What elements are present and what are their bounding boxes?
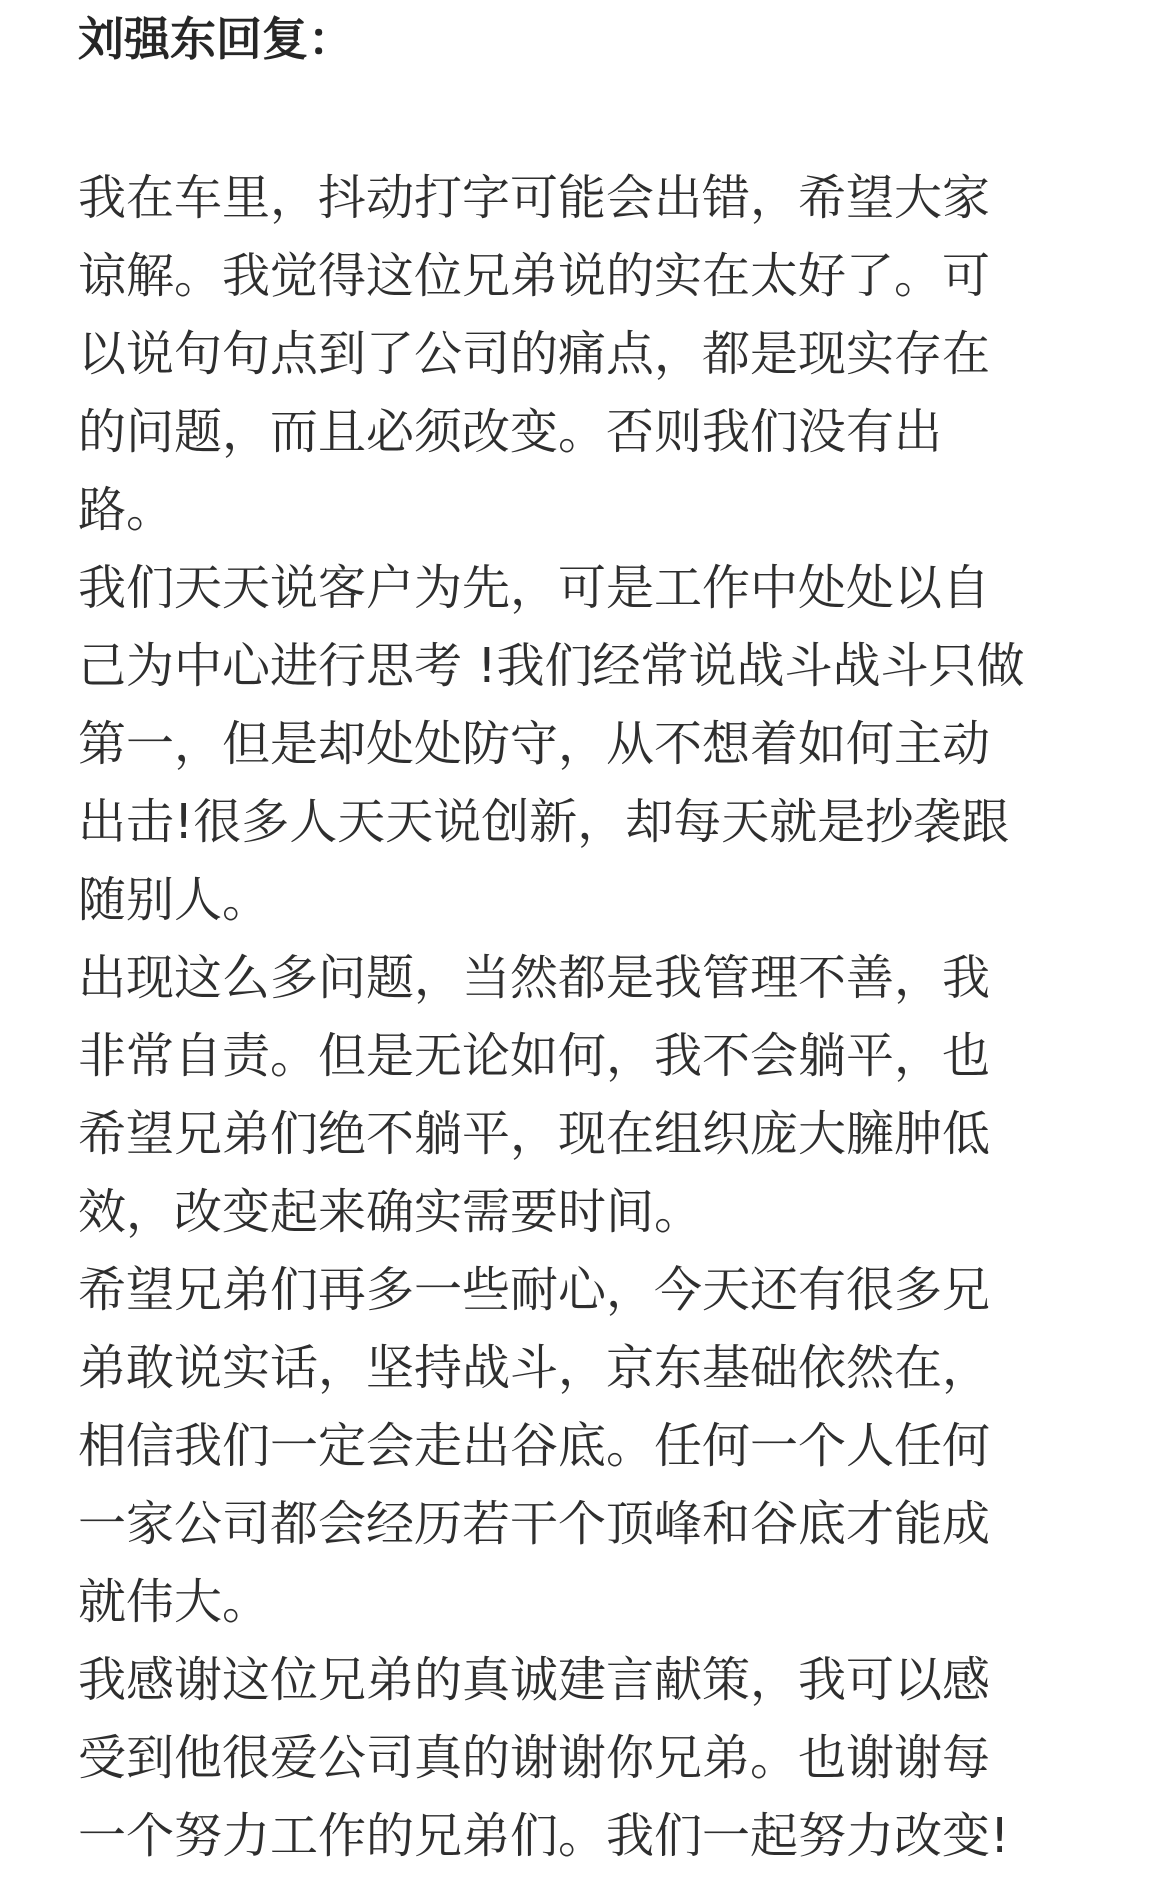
text-line-9: 出击!很多人天天说创新，却每天就是抄袭跟	[78, 794, 1010, 850]
text-line-8: 第一，但是却处处防守，从不想着如何主动	[78, 716, 991, 772]
text-line-16: 弟敢说实话，坚持战斗，京东基础依然在，	[78, 1340, 991, 1396]
text-line-20: 我感谢这位兄弟的真诚建言献策，我可以感	[78, 1652, 991, 1708]
text-line-2: 谅解。我觉得这位兄弟说的实在太好了。可	[78, 248, 991, 304]
text-line-12: 非常自责。但是无论如何，我不会躺平，也	[78, 1028, 991, 1084]
text-line-17: 相信我们一定会走出谷底。任何一个人任何	[78, 1418, 991, 1474]
text-line-4: 的问题，而且必须改变。否则我们没有出	[78, 404, 943, 460]
text-line-15: 希望兄弟们再多一些耐心，今天还有很多兄	[78, 1262, 991, 1318]
text-line-1: 我在车里，抖动打字可能会出错，希望大家	[78, 170, 991, 226]
text-line-13: 希望兄弟们绝不躺平，现在组织庞大臃肿低	[78, 1106, 991, 1162]
text-line-3: 以说句句点到了公司的痛点，都是现实存在	[78, 326, 991, 382]
text-line-19: 就伟大。	[78, 1574, 271, 1630]
text-line-5: 路。	[78, 482, 175, 538]
text-line-21: 受到他很爱公司真的谢谢你兄弟。也谢谢每	[78, 1730, 991, 1786]
text-line-6: 我们天天说客户为先，可是工作中处处以自	[78, 560, 991, 616]
text-line-10: 随别人。	[78, 872, 271, 928]
text-line-14: 效，改变起来确实需要时间。	[78, 1184, 703, 1240]
text-line-18: 一家公司都会经历若干个顶峰和谷底才能成	[78, 1496, 991, 1552]
text-line-11: 出现这么多问题，当然都是我管理不善，我	[78, 950, 991, 1006]
text-line-22: 一个努力工作的兄弟们。我们一起努力改变!	[78, 1808, 1010, 1864]
reply-title: 刘强东回复：	[78, 12, 354, 66]
text-line-7: 己为中心进行思考 !我们经常说战斗战斗只做	[78, 638, 1025, 694]
